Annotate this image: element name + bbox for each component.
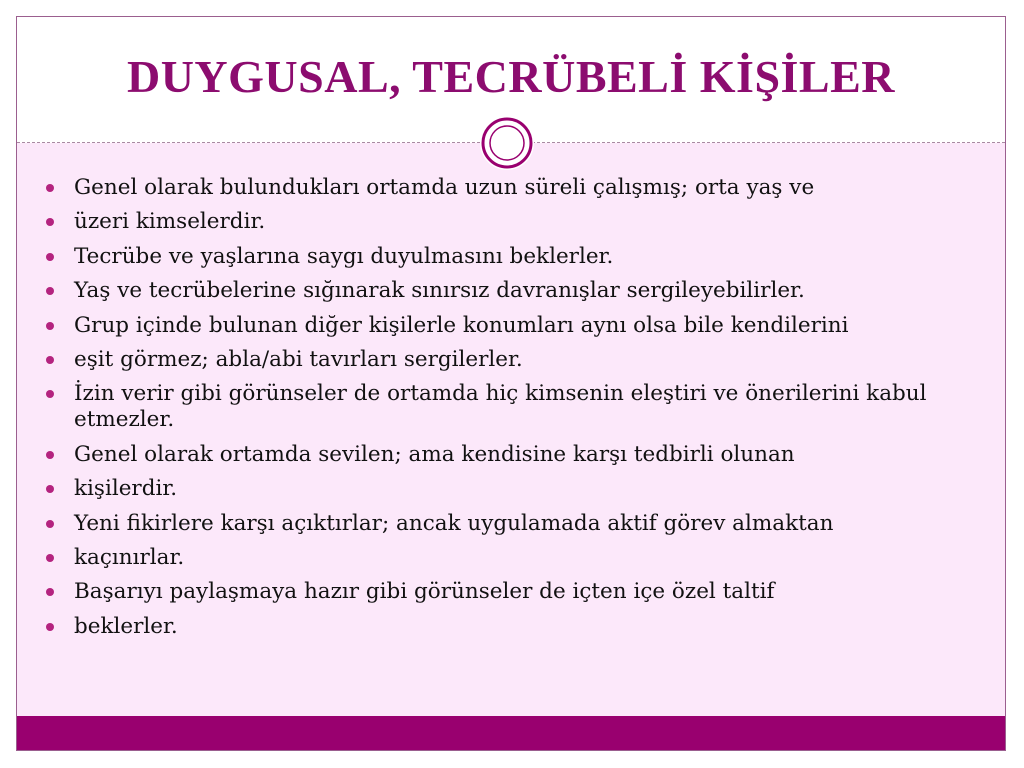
list-item [40, 545, 990, 571]
list-item [40, 579, 990, 605]
bullet-dot-icon [46, 554, 54, 562]
bullet-text: İzin verir gibi görünseler de ortamda hiç kimsenin eleştiri ve önerilerini kabul etmezler. [74, 381, 927, 433]
bullet-dot-icon [46, 287, 54, 295]
list-item [40, 347, 990, 373]
list-item [40, 381, 990, 433]
bullet-text: kaçınırlar. [74, 544, 185, 570]
list-item [40, 511, 990, 537]
list-item [40, 175, 990, 201]
list-item [40, 278, 990, 304]
list-item [40, 209, 990, 235]
bullet-text: üzeri kimselerdir. [74, 209, 266, 235]
bullet-text: Yaş ve tecrübelerine sığınarak sınırsız davranışlar sergileyebilirler. [74, 278, 805, 304]
footer-bar [17, 716, 1005, 750]
slide-title: DUYGUSAL, TECRÜBELİ KİŞİLER [126, 51, 896, 102]
bullet-dot-icon [46, 322, 54, 330]
bullet-dot-icon [46, 588, 54, 596]
bullet-text: Genel olarak bulundukları ortamda uzun süreli çalışmış; orta yaş ve [74, 175, 815, 200]
bullet-dot-icon [46, 390, 54, 398]
bullet-text: beklerler. [74, 613, 178, 639]
bullet-text: kişilerdir. [74, 476, 178, 502]
list-item [40, 442, 990, 468]
double-ring-icon [480, 116, 534, 170]
bullet-dot-icon [46, 184, 54, 192]
bullet-dot-icon [46, 485, 54, 493]
bullet-dot-icon [46, 253, 54, 261]
bullet-dot-icon [46, 623, 54, 631]
bullet-text: Tecrübe ve yaşlarına saygı duyulmasını beklerler. [74, 243, 614, 269]
list-item [40, 614, 990, 640]
bullet-text: Başarıyı paylaşmaya hazır gibi görünseler de içten içe özel taltif [74, 579, 775, 605]
bullet-text: Genel olarak ortamda sevilen; ama kendisine karşı tedbirli olunan [74, 441, 795, 467]
list-item [40, 244, 990, 270]
bullet-text: eşit görmez; abla/abi tavırları sergilerler. [74, 346, 523, 372]
bullet-dot-icon [46, 356, 54, 364]
bullet-dot-icon [46, 218, 54, 226]
list-item [40, 476, 990, 502]
bullet-dot-icon [46, 520, 54, 528]
bullet-dot-icon [46, 451, 54, 459]
bullet-text: Grup içinde bulunan diğer kişilerle konumları aynı olsa bile kendilerini [74, 312, 849, 338]
bullet-list [40, 175, 990, 648]
bullet-text: Yeni fikirlere karşı açıktırlar; ancak uygulamada aktif görev almaktan [74, 510, 834, 536]
list-item [40, 313, 990, 339]
